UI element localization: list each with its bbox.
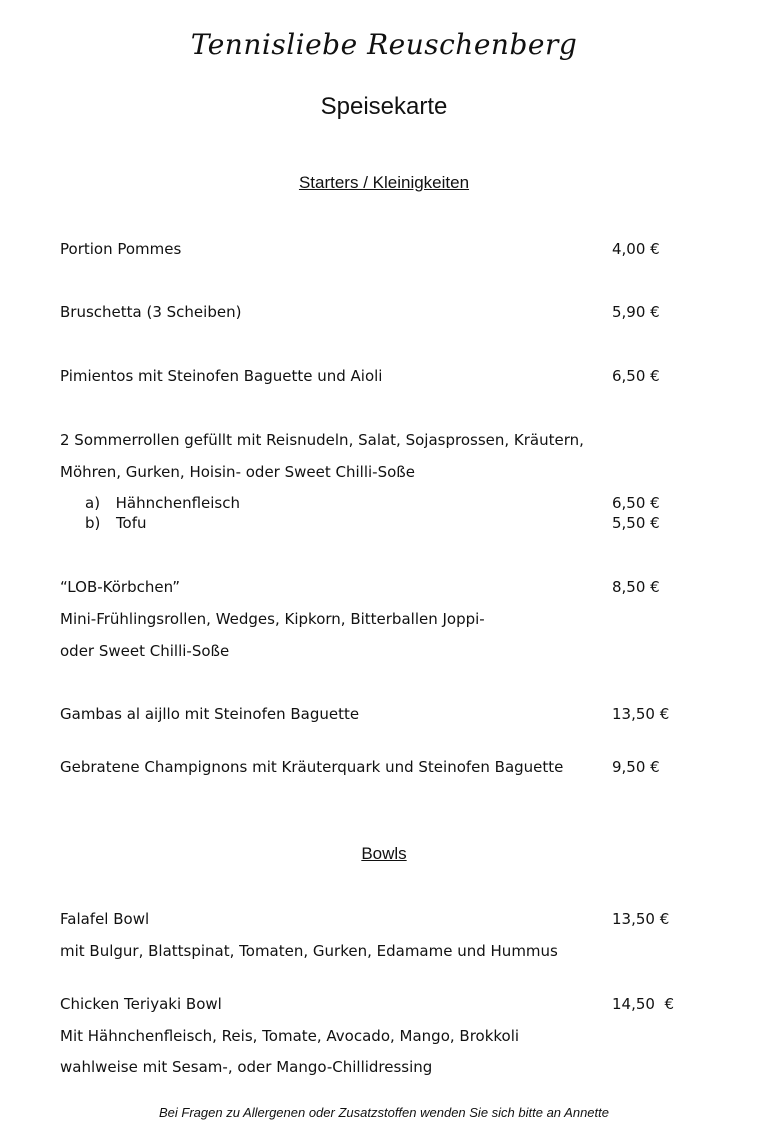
menu-item-price: 4,00 € (612, 240, 660, 258)
menu-item-description: Mit Hähnchenfleisch, Reis, Tomate, Avocado, Mango, Brokkoli (60, 1027, 520, 1045)
menu-option-price: 5,50 € (612, 514, 660, 532)
menu-title: Speisekarte (320, 93, 448, 120)
option-label: a) (85, 494, 101, 512)
menu-item-description: wahlweise mit Sesam-, oder Mango-Chillidressing (60, 1058, 433, 1076)
menu-item-price: 14,50 € (612, 995, 675, 1013)
menu-item-description: Möhren, Gurken, Hoisin- oder Sweet Chilli-Soße (60, 463, 415, 481)
menu-item-price: 6,50 € (612, 367, 660, 385)
option-name: Tofu (115, 514, 147, 532)
menu-item-price: 13,50 € (612, 705, 670, 723)
option-name: Hähnchenfleisch (115, 494, 240, 512)
menu-item-name: Falafel Bowl (60, 910, 150, 928)
menu-item-description: oder Sweet Chilli-Soße (60, 642, 230, 660)
menu-item-name: Gebratene Champignons mit Kräuterquark und Steinofen Baguette (60, 758, 564, 776)
menu-item-name: Pimientos mit Steinofen Baguette und Aioli (60, 367, 383, 385)
menu-item-name: Chicken Teriyaki Bowl (60, 995, 222, 1013)
starters-heading: Starters / Kleinigkeiten (298, 173, 470, 192)
menu-item-description: 2 Sommerrollen gefüllt mit Reisnudeln, Salat, Sojasprossen, Kräutern, (60, 431, 584, 449)
menu-option (85, 494, 240, 512)
menu-item-name: Bruschetta (3 Scheiben) (60, 303, 242, 321)
menu-item-price: 9,50 € (612, 758, 660, 776)
menu-item-description: mit Bulgur, Blattspinat, Tomaten, Gurken, Edamame und Hummus (60, 942, 558, 960)
menu-item-price: 13,50 € (612, 910, 670, 928)
menu-item-name: Portion Pommes (60, 240, 182, 258)
menu-item-price: 5,90 € (612, 303, 660, 321)
option-label: b) (85, 514, 101, 532)
menu-item-name: “LOB-Körbchen” (60, 578, 181, 596)
menu-item-name: Gambas al aijllo mit Steinofen Baguette (60, 705, 360, 723)
menu-option (85, 514, 147, 532)
menu-option-price: 6,50 € (612, 494, 660, 512)
menu-item-description: Mini-Frühlingsrollen, Wedges, Kipkorn, Bitterballen Joppi- (60, 610, 485, 628)
bowls-heading: Bowls (361, 844, 407, 863)
menu-item-price: 8,50 € (612, 578, 660, 596)
allergen-note: Bei Fragen zu Allergenen oder Zusatzstoffen wenden Sie sich bitte an Annette (159, 1105, 609, 1120)
restaurant-name: Tennisliebe Reuschenberg (190, 28, 578, 61)
